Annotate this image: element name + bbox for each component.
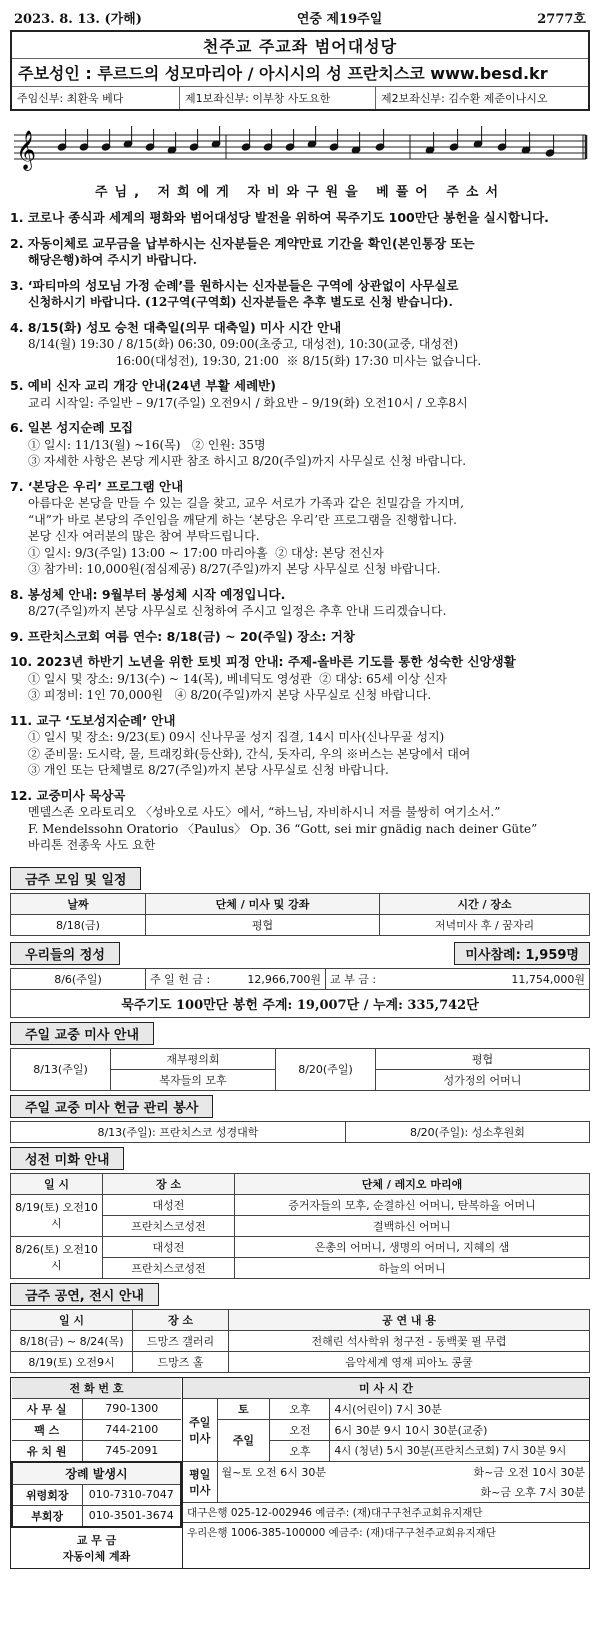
- announcement-heading: 7. ‘본당은 우리’ 프로그램 안내: [10, 478, 184, 494]
- announcement-line: 8/27(주일)까지 본당 사무실로 신청하여 주시고 일정은 추후 안내 드리겠습니다.: [28, 604, 447, 618]
- table-header-row: [11, 1309, 590, 1330]
- collection-table: [10, 1121, 590, 1143]
- cell: 8/19(토) 오전10시: [11, 1194, 103, 1236]
- sunday-offering-label: 주 일 헌 금 :: [146, 968, 216, 989]
- table-row: [12, 1440, 181, 1462]
- autopay-label: 교 무 금 자동이체 계좌: [62, 1533, 131, 1563]
- announcement-heading: 10. 2023년 하반기 노년을 위한 토빗 피정 안내: 주제-올바른 기도를 통한 성숙한 신앙생활: [10, 654, 516, 669]
- announcement-item: [10, 210, 590, 227]
- table-row: [11, 968, 590, 989]
- cell: 성가정의 어머니: [376, 1069, 590, 1090]
- bulletin-date: 2023. 8. 13. (가해): [14, 12, 142, 27]
- offering-table: [10, 968, 590, 1018]
- announcement-item: [10, 654, 590, 704]
- bulletin-page: [10, 6, 590, 1569]
- col-content: 공 연 내 용: [229, 1309, 590, 1330]
- announcement-line: 16:00(대성전), 19:30, 21:00 ※ 8/15(화) 17:30 미사는 없습니다.: [28, 353, 482, 368]
- announcement-line: ③ 피정비: 1인 70,000원 ④ 8/20(주일)까지 본당 사무실로 신청 바랍니다.: [28, 688, 432, 702]
- announcements-list: [10, 210, 590, 854]
- cell: 전해린 석사학위 청구전 - 동백꽃 필 무렵: [229, 1330, 590, 1351]
- cell: 드망즈 갤러리: [133, 1330, 229, 1351]
- cell: 744-2100: [82, 1419, 181, 1440]
- offering-title-row: [10, 942, 590, 965]
- announcement-item: [10, 420, 590, 470]
- announcement-heading: 3. ‘파티마의 성모님 가정 순례’를 원하시는 신자분들은 구역에 상관없이 사무실로: [10, 277, 459, 293]
- sunday-mass-table: [10, 1048, 590, 1091]
- weekday-mass-label: 평일 미사: [183, 1461, 217, 1502]
- parish-header: [10, 30, 590, 111]
- cell: 토: [217, 1398, 270, 1419]
- cell: 010-7310-7047: [82, 1484, 181, 1505]
- cell: 결백하신 어머니: [235, 1215, 590, 1236]
- cell: 745-2091: [82, 1440, 181, 1462]
- announcement-heading: 2. 자동이체로 교무금을 납부하시는 신자분들은 계약만료 기간을 확인(본인통장 또는: [10, 235, 475, 251]
- exhibit-table: [10, 1309, 590, 1373]
- exhibit-title: 금주 공연, 전시 안내: [10, 1283, 159, 1306]
- funeral-title: 장례 발생시: [12, 1462, 181, 1485]
- announcement-item: [10, 788, 590, 854]
- cell: 사 무 실: [12, 1398, 82, 1419]
- bottom-info-box: [10, 1377, 590, 1569]
- table-row: [12, 1419, 181, 1440]
- sunday-offering-value: 12,966,700원: [216, 968, 326, 989]
- rosary-count: 묵주기도 100만단 봉헌 주계: 19,007단 / 누계: 335,742단: [11, 989, 590, 1017]
- cell: 위령회장: [12, 1484, 82, 1505]
- table-row: [12, 1462, 181, 1485]
- contacts-title: 전 화 번 호: [12, 1378, 181, 1399]
- table-row: [11, 1236, 590, 1257]
- announcement-item: [10, 629, 590, 646]
- contacts-table: [11, 1378, 182, 1568]
- cell: 평협: [146, 914, 380, 935]
- announcement-line: 교리 시작일: 주일반 – 9/17(주일) 오전9시 / 화요반 – 9/19(화) 오전10시 / 오후8시: [28, 395, 468, 410]
- cell: 8/13(주일): 프란치스코 성경대학: [11, 1121, 346, 1142]
- dues-value: 11,754,000원: [396, 968, 590, 989]
- announcement-heading: 1. 코로나 종식과 세계의 평화와 범어대성당 발전을 위하여 묵주기도 100만단 봉헌을 실시합니다.: [10, 210, 549, 225]
- mass-times-title: 미 사 시 간: [183, 1378, 589, 1399]
- table-row: [183, 1522, 589, 1542]
- announcement-line: ① 일시: 11/13(월) ~16(목) ② 인원: 35명: [28, 437, 266, 452]
- col-date: 일 시: [11, 1173, 103, 1194]
- cell: 부회장: [12, 1505, 82, 1527]
- table-header-row: [11, 893, 590, 914]
- table-header-row: [11, 1173, 590, 1194]
- cell: 평협: [376, 1048, 590, 1069]
- col-date: 날짜: [11, 893, 146, 914]
- cell: 유 치 원: [12, 1440, 82, 1462]
- announcement-line: 8/14(월) 19:30 / 8/15(화) 06:30, 09:00(초중고, 대성전), 10:30(교중, 대성전): [28, 337, 459, 351]
- col-place: 장 소: [103, 1173, 235, 1194]
- pastor: 주임신부: 최환욱 베다: [12, 87, 180, 109]
- sunday-mass-title: 주일 교중 미사 안내: [10, 1022, 154, 1045]
- table-row: [183, 1482, 589, 1503]
- announcement-line: ① 일시 및 장소: 9/13(수) ~ 14(목), 베네딕도 영성관 ② 대상: 65세 이상 신자: [28, 671, 448, 686]
- announcement-item: [10, 378, 590, 411]
- weekly-schedule-title: 금주 모임 및 일정: [10, 867, 141, 890]
- cell: 드망즈 홀: [133, 1351, 229, 1372]
- svg-text:𝄞: 𝄞: [16, 130, 37, 170]
- announcement-line: ① 일시 및 장소: 9/23(토) 09시 신나무골 성지 집결, 14시 미사(신나무골 성지): [28, 730, 445, 744]
- table-row: [183, 1419, 589, 1440]
- cell: 프란치스코성전: [103, 1215, 235, 1236]
- cell: 대성전: [103, 1194, 235, 1215]
- announcement-line: ③ 자세한 사항은 본당 게시판 참조 하시고 8/20(주일)까지 사무실로 신청 바랍니다.: [28, 454, 467, 468]
- music-notation-icon: [10, 117, 590, 179]
- table-row: [183, 1502, 589, 1522]
- cell: 8/20(주일): [276, 1048, 376, 1090]
- cell: 010-3501-3674: [82, 1505, 181, 1527]
- table-row: [12, 1505, 181, 1527]
- parish-title: 천주교 주교좌 범어대성당: [12, 32, 588, 59]
- col-place: 장 소: [133, 1309, 229, 1330]
- announcement-line: 바리톤 전종욱 사도 요한: [28, 838, 156, 852]
- assistant-priest-1: 제1보좌신부: 이부창 사도요한: [180, 87, 376, 109]
- cell: 4시 (청년) 5시 30분(프란치스코회) 7시 30분 9시: [330, 1440, 589, 1461]
- cell: 오전: [270, 1419, 330, 1440]
- announcement-line: F. Mendelssohn Oratorio 〈Paulus〉 Op. 36 “Gott, sei mir gnädig nach deiner Güte”: [28, 821, 538, 836]
- offering-date: 8/6(주일): [11, 968, 146, 989]
- announcement-line: ② 준비물: 도시락, 물, 트래킹화(등산화), 간식, 돗자리, 우의 ※버스는 본당에서 대여: [28, 746, 471, 761]
- music-staff: [10, 117, 590, 179]
- table-row: [11, 1330, 590, 1351]
- announcement-line: 해당은행)하여 주시기 바랍니다.: [28, 253, 197, 267]
- sunday-mass-label: 주일 미사: [183, 1398, 217, 1461]
- top-info-line: [10, 6, 590, 30]
- cell: 8/18(금): [11, 914, 146, 935]
- table-row: [12, 1484, 181, 1505]
- table-row: [12, 1398, 181, 1419]
- table-row: [11, 1121, 590, 1142]
- announcement-heading: 6. 일본 성지순례 모집: [10, 420, 134, 435]
- table-header-row: [12, 1378, 181, 1399]
- table-row: [11, 1048, 590, 1069]
- assistant-priest-2: 제2보좌신부: 김수환 제준이나시오: [381, 92, 548, 105]
- dues-label: 교 부 금 :: [326, 968, 396, 989]
- response-lyrics: 주님, 저희에게 자비와구원을 베풀어 주소서: [94, 185, 506, 200]
- bank-account-2: 우리은행 1006-385-100000 예금주: (재)대구구천주교회유지재단: [187, 1526, 496, 1539]
- cell: 화~금 오후 7시 30분: [330, 1482, 589, 1503]
- table-row: [183, 1398, 589, 1419]
- announcement-heading: 4. 8/15(화) 성모 승천 대축일(의무 대축일) 미사 시간 안내: [10, 319, 342, 335]
- announcement-line: ③ 개인 또는 단체별로 8/27(주일)까지 본당 사무실로 신청 바랍니다.: [28, 763, 389, 777]
- table-row: [11, 989, 590, 1017]
- priests-row: [12, 87, 588, 109]
- announcement-item: [10, 713, 590, 779]
- cell: 6시 30분 9시 10시 30분(교중): [330, 1419, 589, 1440]
- cell: 대성전: [103, 1236, 235, 1257]
- cell: 음악세계 영재 피아노 콩쿨: [229, 1351, 590, 1372]
- cell: 오후: [270, 1440, 330, 1461]
- announcement-line: 본당 신자 여러분의 많은 참여 부탁드립니다.: [28, 529, 260, 543]
- cell: 하늘의 어머니: [235, 1257, 590, 1278]
- collection-title: 주일 교중 미사 헌금 관리 봉사: [10, 1095, 213, 1118]
- table-row: [11, 1351, 590, 1372]
- announcement-heading: 9. 프란치스코회 여름 연수: 8/18(금) ~ 20(주일) 장소: 거창: [10, 628, 355, 644]
- cell: 오후: [270, 1398, 330, 1419]
- announcement-item: [10, 278, 590, 311]
- announcement-line: 신청하시기 바랍니다. (12구역(구역회) 신자분들은 추후 별도로 신청 받습니다).: [28, 295, 453, 309]
- cell: 팩 스: [12, 1419, 82, 1440]
- table-row: [12, 1527, 181, 1568]
- announcement-heading: 11. 교구 ‘도보성지순례’ 안내: [10, 712, 176, 728]
- col-date: 일 시: [11, 1309, 133, 1330]
- announcement-heading: 5. 예비 신자 교리 개강 안내(24년 부활 세례반): [10, 378, 276, 393]
- offering-title: 우리들의 정성: [10, 942, 120, 965]
- announcement-item: [10, 479, 590, 578]
- col-group: 단체 / 레지오 마리애: [235, 1173, 590, 1194]
- cell: 4시(어린이) 7시 30분: [330, 1398, 589, 1419]
- announcement-item: [10, 320, 590, 370]
- cell: 저녁미사 후 / 꿈자리: [380, 914, 590, 935]
- announcement-line: 멘델스존 오라토리오 〈성바오로 사도〉에서, “하느님, 자비하시니 저를 불쌍히 여기소서.”: [28, 805, 501, 819]
- altar-cleaning-table: [10, 1173, 590, 1279]
- cell: 복자들의 모후: [111, 1069, 276, 1090]
- cell: 790-1300: [82, 1398, 181, 1419]
- bank-account-1: 대구은행 025-12-002946 예금주: (재)대구구천주교회유지재단: [183, 1502, 589, 1522]
- announcement-heading: 8. 봉성체 안내: 9월부터 봉성체 시작 예정입니다.: [10, 586, 286, 602]
- cell: 8/18(금) ~ 8/24(목): [11, 1330, 133, 1351]
- cell: 주일: [217, 1419, 270, 1461]
- cell: 8/20(주일): 성소후원회: [345, 1121, 589, 1142]
- announcement-line: 아름다운 본당을 만들 수 있는 길을 찾고, 교우 서로가 가족과 같은 친밀감을 가지며,: [28, 496, 464, 510]
- issue-number: 2777호: [537, 12, 586, 27]
- cell: 재부평의회: [111, 1048, 276, 1069]
- announcement-item: [10, 587, 590, 620]
- cell: 프란치스코성전: [103, 1257, 235, 1278]
- cell: 8/26(토) 오전10시: [11, 1236, 103, 1278]
- announcement-line: ① 일시: 9/3(주일) 13:00 ~ 17:00 마리아홀 ② 대상: 본당 전신자: [28, 545, 384, 560]
- col-group: 단체 / 미사 및 강좌: [146, 893, 380, 914]
- altar-cleaning-title: 성전 미화 안내: [10, 1147, 124, 1170]
- patron-saints: 주보성인 : 루르드의 성모마리아 / 아시시의 성 프란치스코 www.besd.kr: [12, 59, 588, 87]
- announcement-item: [10, 236, 590, 269]
- table-row: [11, 1194, 590, 1215]
- cell: 8/19(토) 오전9시: [11, 1351, 133, 1372]
- mass-attendance-badge: 미사참례: 1,959명: [454, 942, 590, 965]
- table-row: [11, 914, 590, 935]
- announcement-heading: 12. 교중미사 묵상곡: [10, 787, 126, 803]
- liturgical-week: 연중 제19주일: [296, 12, 383, 27]
- contacts-panel: [11, 1378, 183, 1568]
- cell: 은총의 어머니, 생명의 어머니, 지혜의 샘: [235, 1236, 590, 1257]
- table-row: [183, 1461, 589, 1482]
- cell: 8/13(주일): [11, 1048, 111, 1090]
- col-time-place: 시간 / 장소: [380, 893, 590, 914]
- announcement-line: ③ 참가비: 10,000원(점심제공) 8/27(주일)까지 본당 사무실로 신청 바랍니다.: [28, 562, 441, 576]
- cell: 증거자들의 모후, 순결하신 어머니, 탄복하올 어머니: [235, 1194, 590, 1215]
- cell: 월~토 오전 6시 30분: [217, 1461, 330, 1482]
- weekly-schedule-table: [10, 893, 590, 936]
- mass-times-panel: [183, 1378, 589, 1568]
- table-header-row: [183, 1378, 589, 1399]
- announcement-line: “내”가 바로 본당의 주인임을 깨닫게 하는 ‘본당은 우리’란 프로그램을 진행합니다.: [28, 512, 457, 527]
- cell: 화~금 오전 10시 30분: [330, 1461, 589, 1482]
- mass-times-table: [183, 1378, 589, 1542]
